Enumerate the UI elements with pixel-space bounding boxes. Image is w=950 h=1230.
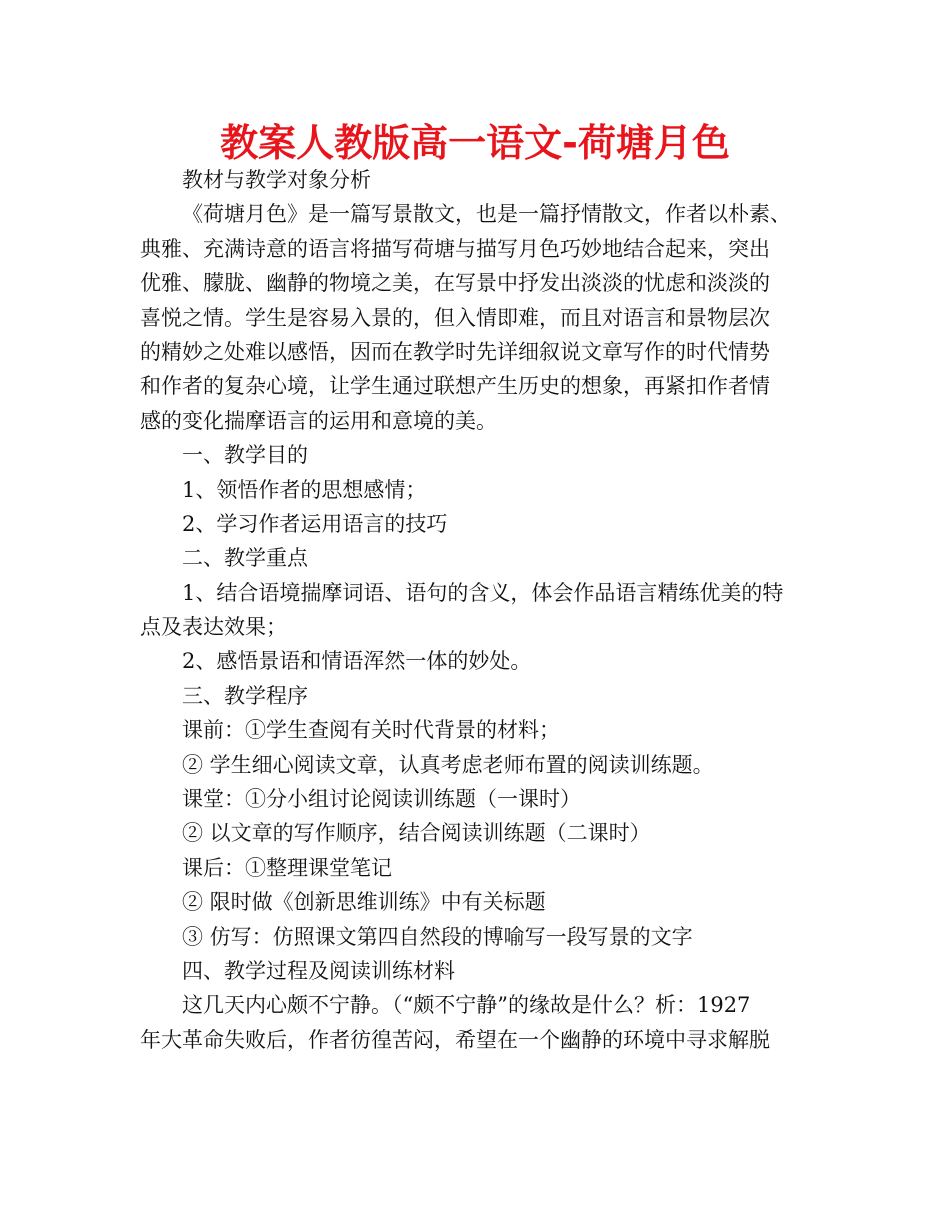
section-heading: 四、教学过程及阅读训练材料	[182, 958, 455, 983]
list-item: 课堂：①分小组讨论阅读训练题（一课时）	[182, 787, 581, 812]
paragraph-line: 喜悦之情。学生是容易入景的，但入情即难，而且对语言和景物层次	[140, 305, 770, 330]
paragraph-line: 的精妙之处难以感悟，因而在教学时先详细叙说文章写作的时代情势	[140, 339, 770, 364]
section-heading: 二、教学重点	[182, 546, 308, 571]
list-item: ② 以文章的写作顺序，结合阅读训练题（二课时）	[182, 821, 651, 846]
paragraph-line: 和作者的复杂心境，让学生通过联想产生历史的想象，再紧扣作者情	[140, 374, 770, 399]
list-item: ② 限时做《创新思维训练》中有关标题	[182, 890, 546, 915]
paragraph-line: 典雅、充满诗意的语言将描写荷塘与描写月色巧妙地结合起来，突出	[140, 236, 770, 261]
list-item: 1、结合语境揣摩词语、语句的含义，体会作品语言精练优美的特	[182, 580, 784, 605]
list-item: 2、学习作者运用语言的技巧	[182, 511, 448, 536]
list-item: ③ 仿写：仿照课文第四自然段的博喻写一段写景的文字	[182, 924, 693, 949]
paragraph-line: 教材与教学对象分析	[182, 168, 371, 192]
document-title: 教案人教版高一语文-荷塘月色	[220, 121, 730, 165]
section-heading: 三、教学程序	[182, 683, 308, 708]
paragraph-line: 《荷塘月色》是一篇写景散文，也是一篇抒情散文，作者以朴素、	[182, 202, 791, 227]
paragraph-line: 优雅、朦胧、幽静的物境之美，在写景中抒发出淡淡的忧虑和淡淡的	[140, 271, 770, 296]
list-item: 1、领悟作者的思想感情；	[182, 477, 427, 502]
paragraph-line: 感的变化揣摩语言的运用和意境的美。	[140, 408, 497, 433]
paragraph-line: 年大革命失败后，作者彷徨苦闷，希望在一个幽静的环境中寻求解脱	[140, 1027, 770, 1052]
list-item: 课后：①整理课堂笔记	[182, 855, 392, 880]
paragraph-line: 这几天内心颇不宁静。（“颇不宁静”的缘故是什么？析：1927	[182, 993, 751, 1018]
list-item: ② 学生细心阅读文章，认真考虑老师布置的阅读训练题。	[182, 752, 714, 777]
list-item: 课前：①学生查阅有关时代背景的材料；	[182, 718, 560, 743]
list-item-continuation: 点及表达效果；	[140, 615, 287, 640]
section-heading: 一、教学目的	[182, 443, 308, 468]
list-item: 2、感悟景语和情语浑然一体的妙处。	[182, 649, 532, 674]
document-body	[140, 163, 810, 1057]
